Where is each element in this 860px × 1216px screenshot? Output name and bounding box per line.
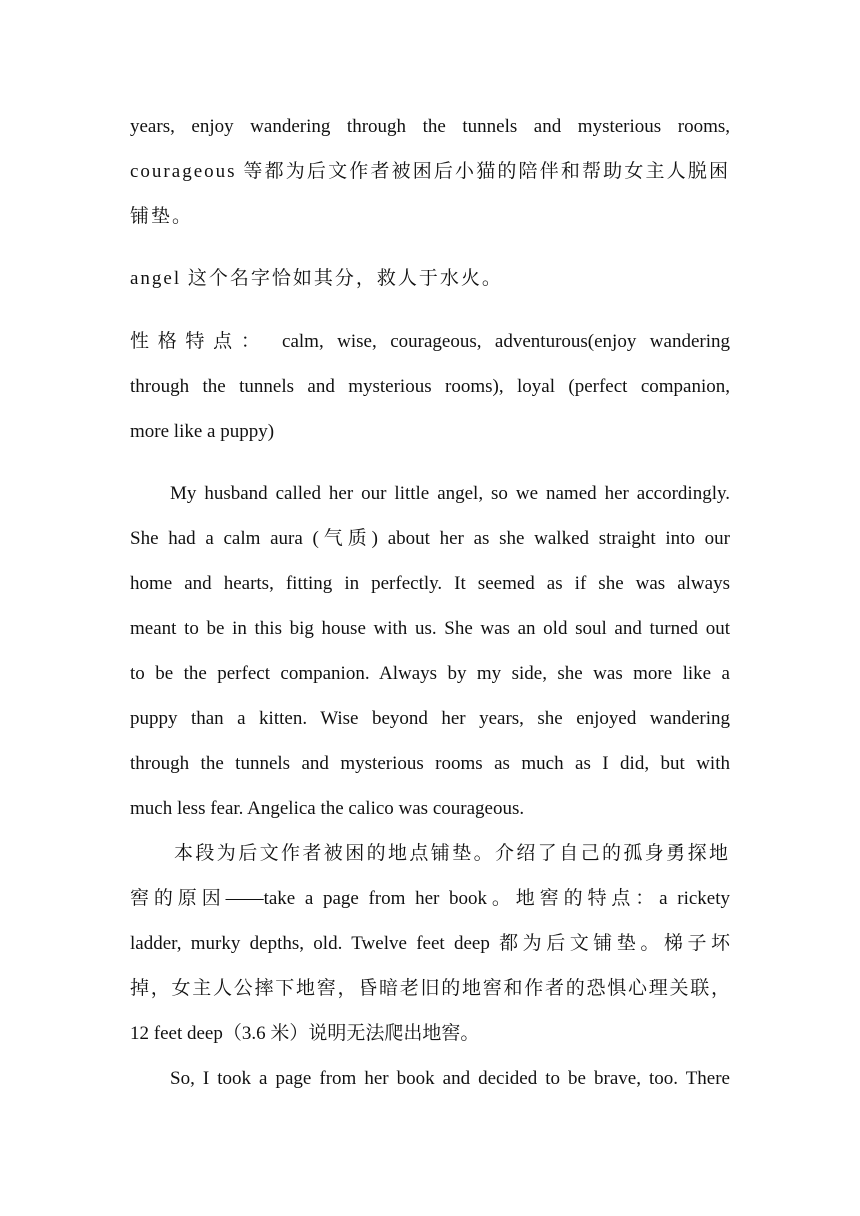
text-line: 12 feet deep（3.6 米）说明无法爬出地窖。: [130, 1023, 480, 1044]
text-line: much less fear. Angelica the calico was courageous.: [130, 798, 525, 819]
text-line: 性格特点： calm, wise, courageous, adventurous(enjoy wandering: [130, 331, 730, 352]
text-line: home and hearts, fitting in perfectly. It seemed as if she was always: [130, 573, 730, 594]
text-line: So, I took a page from her book and decided to be brave, too. There: [170, 1068, 730, 1089]
text-line: puppy than a kitten. Wise beyond her years, she enjoyed wandering: [130, 708, 730, 729]
text-line: through the tunnels and mysterious rooms), loyal (perfect companion,: [130, 376, 730, 397]
text-line: ladder, murky depths, old. Twelve feet deep 都为后文铺垫。梯子坏: [130, 933, 730, 954]
text-line: years, enjoy wandering through the tunnels and mysterious rooms,: [130, 116, 730, 137]
text-line: more like a puppy): [130, 421, 275, 442]
text-line: to be the perfect companion. Always by my side, she was more like a: [130, 663, 730, 684]
text-line: 窖的原因——take a page from her book。地窖的特点：a rickety: [130, 888, 730, 909]
text-line: My husband called her our little angel, so we named her accordingly.: [170, 483, 730, 504]
text-line: 铺垫。: [130, 206, 194, 227]
text-line: 掉，女主人公摔下地窖，昏暗老旧的地窖和作者的恐惧心理关联，: [130, 978, 730, 999]
text-line: angel 这个名字恰如其分，救人于水火。: [130, 268, 503, 289]
text-line: meant to be in this big house with us. She was an old soul and turned out: [130, 618, 730, 639]
text-line: 本段为后文作者被困的地点铺垫。介绍了自己的孤身勇探地: [174, 843, 730, 864]
text-line: She had a calm aura (气质) about her as she walked straight into our: [130, 528, 730, 549]
text-line: through the tunnels and mysterious rooms as much as I did, but with: [130, 753, 730, 774]
text-line: courageous 等都为后文作者被困后小猫的陪伴和帮助女主人脱困: [130, 161, 730, 182]
